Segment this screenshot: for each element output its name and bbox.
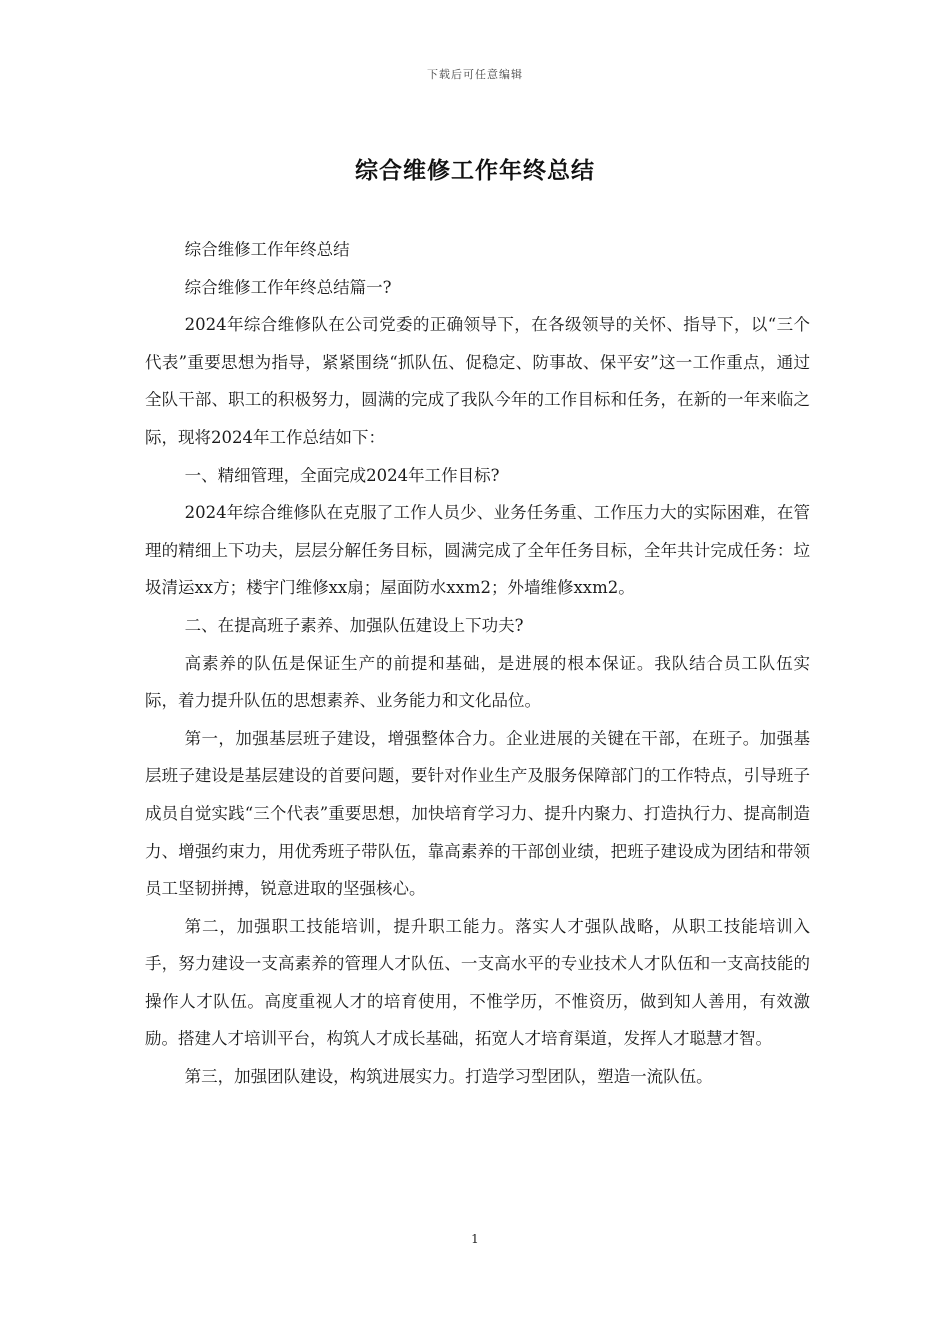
paragraph: 第一，加强基层班子建设，增强整体合力。企业进展的关键在干部，在班子。加强基层班子建设是基层建设的首要问题，要针对作业生产及服务保障部门的工作特点，引导班子成员自觉实践“三个代表”重要思想，加快培育学习力、提升内聚力、打造执行力、提高制造力、增强约束力，用优秀班子带队伍，靠高素养的干部创业绩，把班子建设成为团结和带领员工坚韧拼搏，锐意进取的坚强核心。 bbox=[145, 728, 810, 899]
paragraph: 第二，加强职工技能培训，提升职工能力。落实人才强队战略，从职工技能培训入手，努力建设一支高素养的管理人才队伍、一支高水平的专业技术人才队伍和一支高技能的操作人才队伍。高度重视人才的培育使用，不惟学历，不惟资历，做到知人善用，有效激励。搭建人才培训平台，构筑人才成长基础，拓宽人才培育渠道，发挥人才聪慧才智。 bbox=[145, 916, 810, 1049]
paragraph: 一、精细管理，全面完成2024年工作目标? bbox=[184, 465, 500, 485]
paragraph: 高素养的队伍是保证生产的前提和基础，是进展的根本保证。我队结合员工队伍实际，着力提升队伍的思想素养、业务能力和文化品位。 bbox=[145, 653, 810, 711]
paragraph: 综合维修工作年终总结篇一? bbox=[184, 277, 392, 297]
paragraph: 二、在提高班子素养、加强队伍建设上下功夫? bbox=[184, 615, 524, 635]
paragraph: 2024年综合维修队在公司党委的正确领导下，在各级领导的关怀、指导下，以“三个代表”重要思想为指导，紧紧围绕“抓队伍、促稳定、防事故、保平安”这一工作重点，通过全队干部、职工的积极努力，圆满的完成了我队今年的工作目标和任务，在新的一年来临之际，现将2024年工作总结如下： bbox=[145, 315, 810, 447]
page-number: 1 bbox=[471, 1232, 479, 1246]
document-body bbox=[145, 231, 810, 1096]
paragraph: 2024年综合维修队在克服了工作人员少、业务任务重、工作压力大的实际困难，在管理的精细上下功夫，层层分解任务目标，圆满完成了全年任务目标，全年共计完成任务：垃圾清运xx方；楼宇门维修xx扇；屋面防水xxm2；外墙维修xxm2。 bbox=[145, 503, 810, 598]
paragraph: 综合维修工作年终总结 bbox=[184, 240, 350, 259]
header-note: 下载后可任意编辑 bbox=[427, 68, 523, 81]
document-title: 综合维修工作年终总结 bbox=[355, 157, 595, 184]
paragraph: 第三，加强团队建设，构筑进展实力。打造学习型团队，塑造一流队伍。 bbox=[184, 1067, 713, 1087]
